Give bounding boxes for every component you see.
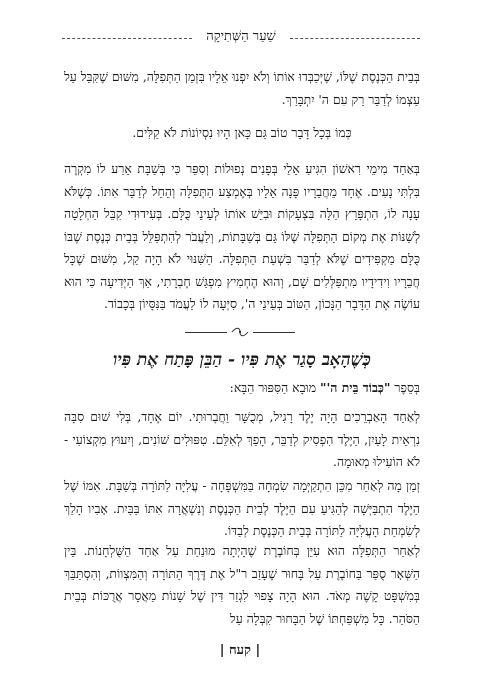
paragraph-2: כְּמוֹ בְּכָל דָּבָר טוֹב גַּם כָּאן הָיוּ נִסְיוֹנוֹת לֹא קַלִּים. [132, 125, 352, 140]
header-title: שַׁעַר הַשְּׁתִיקָה [206, 29, 276, 44]
divider-line-right [253, 332, 295, 333]
source-book-title: "כְּבוֹד בֵּית ה'" [320, 380, 391, 395]
paragraph-6: לְאַחַר הַתְּפִלָּה הוּא עִיֵּן בְּחוֹבֶרֶת שֶׁהָיְתָה מוּנַחַת עַל אַחַד הַשֻּׁלְחָנוֹת. בֵּין הַשְּׁאָר סֻפַּר בַּחוֹבֶרֶת עַל בָּחוּר שֶׁעָזַב ר"ל אֶת דֶּרֶךְ הַתּוֹרָה וְהַמִּצְווֹת, וְהִסְתַּבֵּךְ בְּמִשְׁפָּט קָשֶׁה מְאֹד. הוּא הָיָה צָפוּי לִגְזַר דִּין שֶׁל שָׁנוֹת מַאֲסָר אֲרֻכּוֹת בְּבֵית הַסֹּהַר. כָּל מִשְׁפַּחְתּוֹ שֶׁל הַבָּחוּר קִבְּלָה עַל [64, 543, 420, 626]
paragraph-1: בְּבֵית הַכְּנֶסֶת שֶׁלּוֹ, שֶׁיְּכַבְּדוּ אוֹתוֹ וְלֹא יִפְנוּ אֵלָיו בִּזְמַן הַתְּפִלָּה, מִשּׁוּם שֶׁקִּבֵּל עַל עַצְמוֹ לְדַבֵּר רַק עִם ה' יִתְבָּרַךְ. [64, 69, 420, 107]
source-prefix: בְּסֵפֶר [394, 380, 420, 395]
ornament-icon [231, 326, 249, 338]
source-line [64, 380, 420, 396]
source-suffix: מוּבָא הַסִּפּוּר הַבָּא: [229, 380, 317, 395]
section-heading: כְּשֶׁהָאָב סָגַר אֶת פִּיו - הַבֵּן פָּתַח אֶת פִּיו [113, 350, 371, 370]
page-number: | קעח | [219, 643, 261, 658]
running-header [62, 28, 420, 48]
paragraph-4: לְאַחַד הָאַבְרֵכִים הָיָה יֶלֶד רָגִיל, מְכֻשָּׁר וַחֲבְרוּתִי. יוֹם אֶחָד, בְּלִי שׁוּם סִבָּה נִרְאֵית לָעַיִן, הַיֶּלֶד הִפְסִיק לְדַבֵּר, הָפַךְ לְאִלֵּם. טִפּוּלִים שׁוֹנִים, וְיִעוּץ מִקְצוֹעִי - לֹא הוֹעִילוּ מְאוּמָה. [64, 409, 420, 469]
divider-line-left [185, 332, 227, 333]
section-divider [185, 326, 295, 338]
paragraph-3: בְּאַחַד מִימֵי רִאשׁוֹן הִגִּיעַ אֵלַי בְּפָנִים נְפוּלוֹת וְסִפֵּר כִּי בְּשַׁבָּת אֵרַע לוֹ מִקְרֶה בִּלְתִּי נָעִים. אֶחָד מֵחֲבֵרָיו פָּנָה אֵלָיו בְּאֶמְצַע הַתְּפִלָּה וְהֵחֵל לְדַבֵּר אִתּוֹ. כְּשֶׁלֹּא עָנָה לוֹ, הִתְפָּרֵץ הַלָּה בִּצְעָקוֹת וּבִיֵּשׁ אוֹתוֹ לְעֵינֵי כֻּלָּם. בְּעִידוּדִי קִבֵּל הַחְלָטָה לְשַׁנּוֹת אֶת מְקוֹם הַתְּפִלָּה שֶׁלּוֹ גַּם בְּשַׁבָּתוֹת, וְלַעֲבֹר לְהִתְפַּלֵּל בְּבֵית כְּנֶסֶת שֶׁבּוֹ כֻּלָּם מַקְפִּידִים שֶׁלֹּא לְדַבֵּר בִּשְׁעַת הַתְּפִלָּה. הַשִּׁנּוּי לֹא הָיָה קַל, מִשּׁוּם שֶׁכָּל חֲבֵרָיו וִידִידָיו מִתְפַּלְּלִים שָׁם, וְהוּא הֶחְמִיץ מִפְגַּשׁ חֶבְרָתִי, אַךְ הַיְּדִיעָה כִּי הוּא עוֹשֶׂה אֶת הַדָּבָר הַנָּכוֹן, הַטּוֹב בְּעֵינֵי ה', סִיְּעָה לוֹ לַעֲמֹד בַּנִּסָּיוֹן בְּכָבוֹד. [64, 161, 420, 311]
header-rule-right [290, 38, 420, 39]
paragraph-5: זְמַן מָה לְאַחַר מִכֵּן הִתְקַיְּמָה שִׂמְחָה בַּמִּשְׁפָּחָה - עֲלִיָּה לַתּוֹרָה בְּשַׁבָּת. אִמּוֹ שֶׁל הַיֶּלֶד הִתְבַּיְּשָׁה לְהַגִּיעַ עִם הַיֶּלֶד לְבֵית הַכְּנֶסֶת וְנִשְׁאֲרָה אִתּוֹ בַּבַּיִת. אָבִיו הָלַךְ לְשִׂמְחַת הָעֲלִיָּה לַתּוֹרָה בְּבֵית הַכְּנֶסֶת לְבַדּוֹ. [64, 478, 420, 538]
